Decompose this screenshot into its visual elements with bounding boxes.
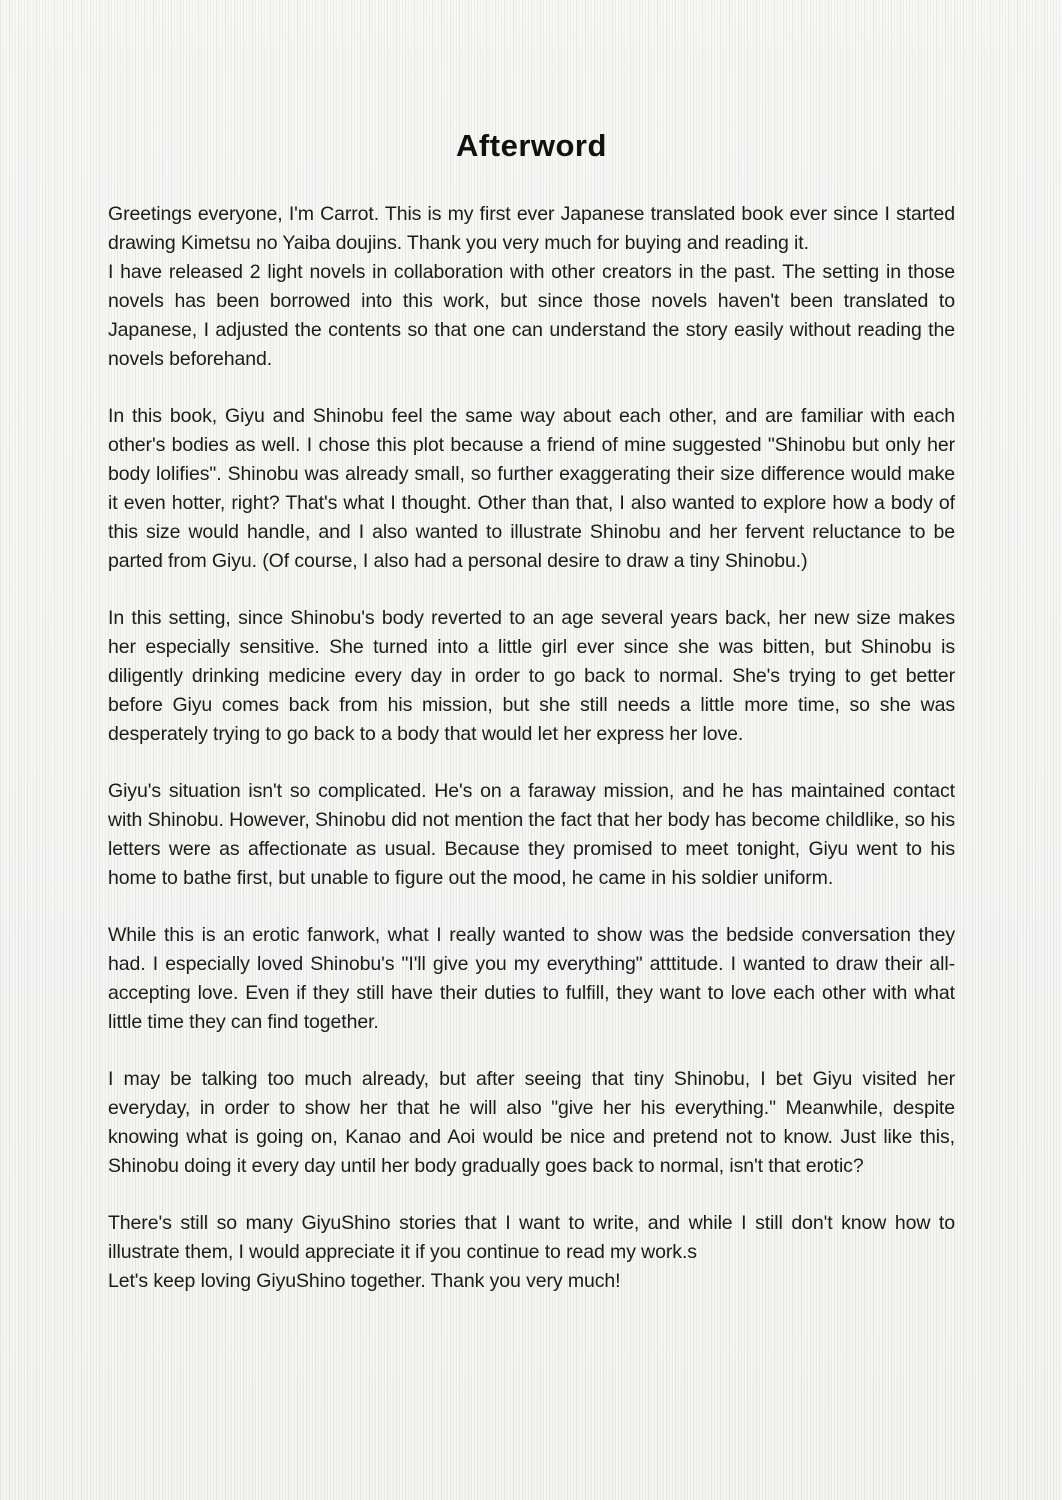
paragraph — [108, 402, 955, 576]
text-segment: While this is an erotic fanwork, what I really wanted to show was the bedside conversation they had. I especially loved Shinobu's "I'll give you my everything" atttitude. I wanted to draw their all-accepting love. Even if they still have their duties to fulfill, they want to love each other with what little time they can find together. — [108, 924, 955, 1033]
text-segment: I have released 2 light novels in collaboration with other creators in the past. The setting in those novels has been borrowed into this work, but since those novels haven't been translated to Japanese, I adjusted the contents so that one can understand the story easily without reading the novels beforehand. — [108, 261, 955, 370]
paragraph — [108, 921, 955, 1037]
page-title: Afterword — [456, 128, 607, 163]
text-segment: Greetings everyone, I'm Carrot. This is my first ever Japanese translated book ever since I started drawing Kimetsu no Yaiba doujins. Thank you very much for buying and reading it. — [108, 203, 955, 254]
afterword-text — [108, 200, 955, 1296]
text-segment: In this setting, since Shinobu's body reverted to an age several years back, her new size makes her especially sensitive. She turned into a little girl ever since she was bitten, but Shinobu is diligently drinking medicine every day in order to go back to normal. She's trying to get better before Giyu comes back from his mission, but she still needs a little more time, so she was desperately trying to go back to a body that would let her express her love. — [108, 607, 955, 745]
paragraph — [108, 200, 955, 374]
text-segment: Let's keep loving GiyuShino together. Thank you very much! — [108, 1270, 621, 1292]
paragraph — [108, 1209, 955, 1296]
paragraph — [108, 777, 955, 893]
text-segment: There's still so many GiyuShino stories that I want to write, and while I still don't know how to illustrate them, I would appreciate it if you continue to read my work.s — [108, 1212, 955, 1263]
text-segment: Giyu's situation isn't so complicated. He's on a faraway mission, and he has maintained contact with Shinobu. However, Shinobu did not mention the fact that her body has become childlike, so his letters were as affectionate as usual. Because they promised to meet tonight, Giyu went to his home to bathe first, but unable to figure out the mood, he came in his soldier uniform. — [108, 780, 955, 889]
paragraph — [108, 604, 955, 749]
paragraph — [108, 1065, 955, 1181]
text-segment: I may be talking too much already, but after seeing that tiny Shinobu, I bet Giyu visited her everyday, in order to show her that he will also "give her his everything." Meanwhile, despite knowing what is going on, Kanao and Aoi would be nice and pretend not to know. Just like this, Shinobu doing it every day until her body gradually goes back to normal, isn't that erotic? — [108, 1068, 955, 1177]
text-segment: In this book, Giyu and Shinobu feel the same way about each other, and are familiar with each other's bodies as well. I chose this plot because a friend of mine suggested "Shinobu but only her body lolifies". Shinobu was already small, so further exaggerating their size difference would make it even hotter, right? That's what I thought. Other than that, I also wanted to explore how a body of this size would handle, and I also wanted to illustrate Shinobu and her fervent reluctance to be parted from Giyu. (Of course, I also had a personal desire to draw a tiny Shinobu.) — [108, 405, 955, 572]
